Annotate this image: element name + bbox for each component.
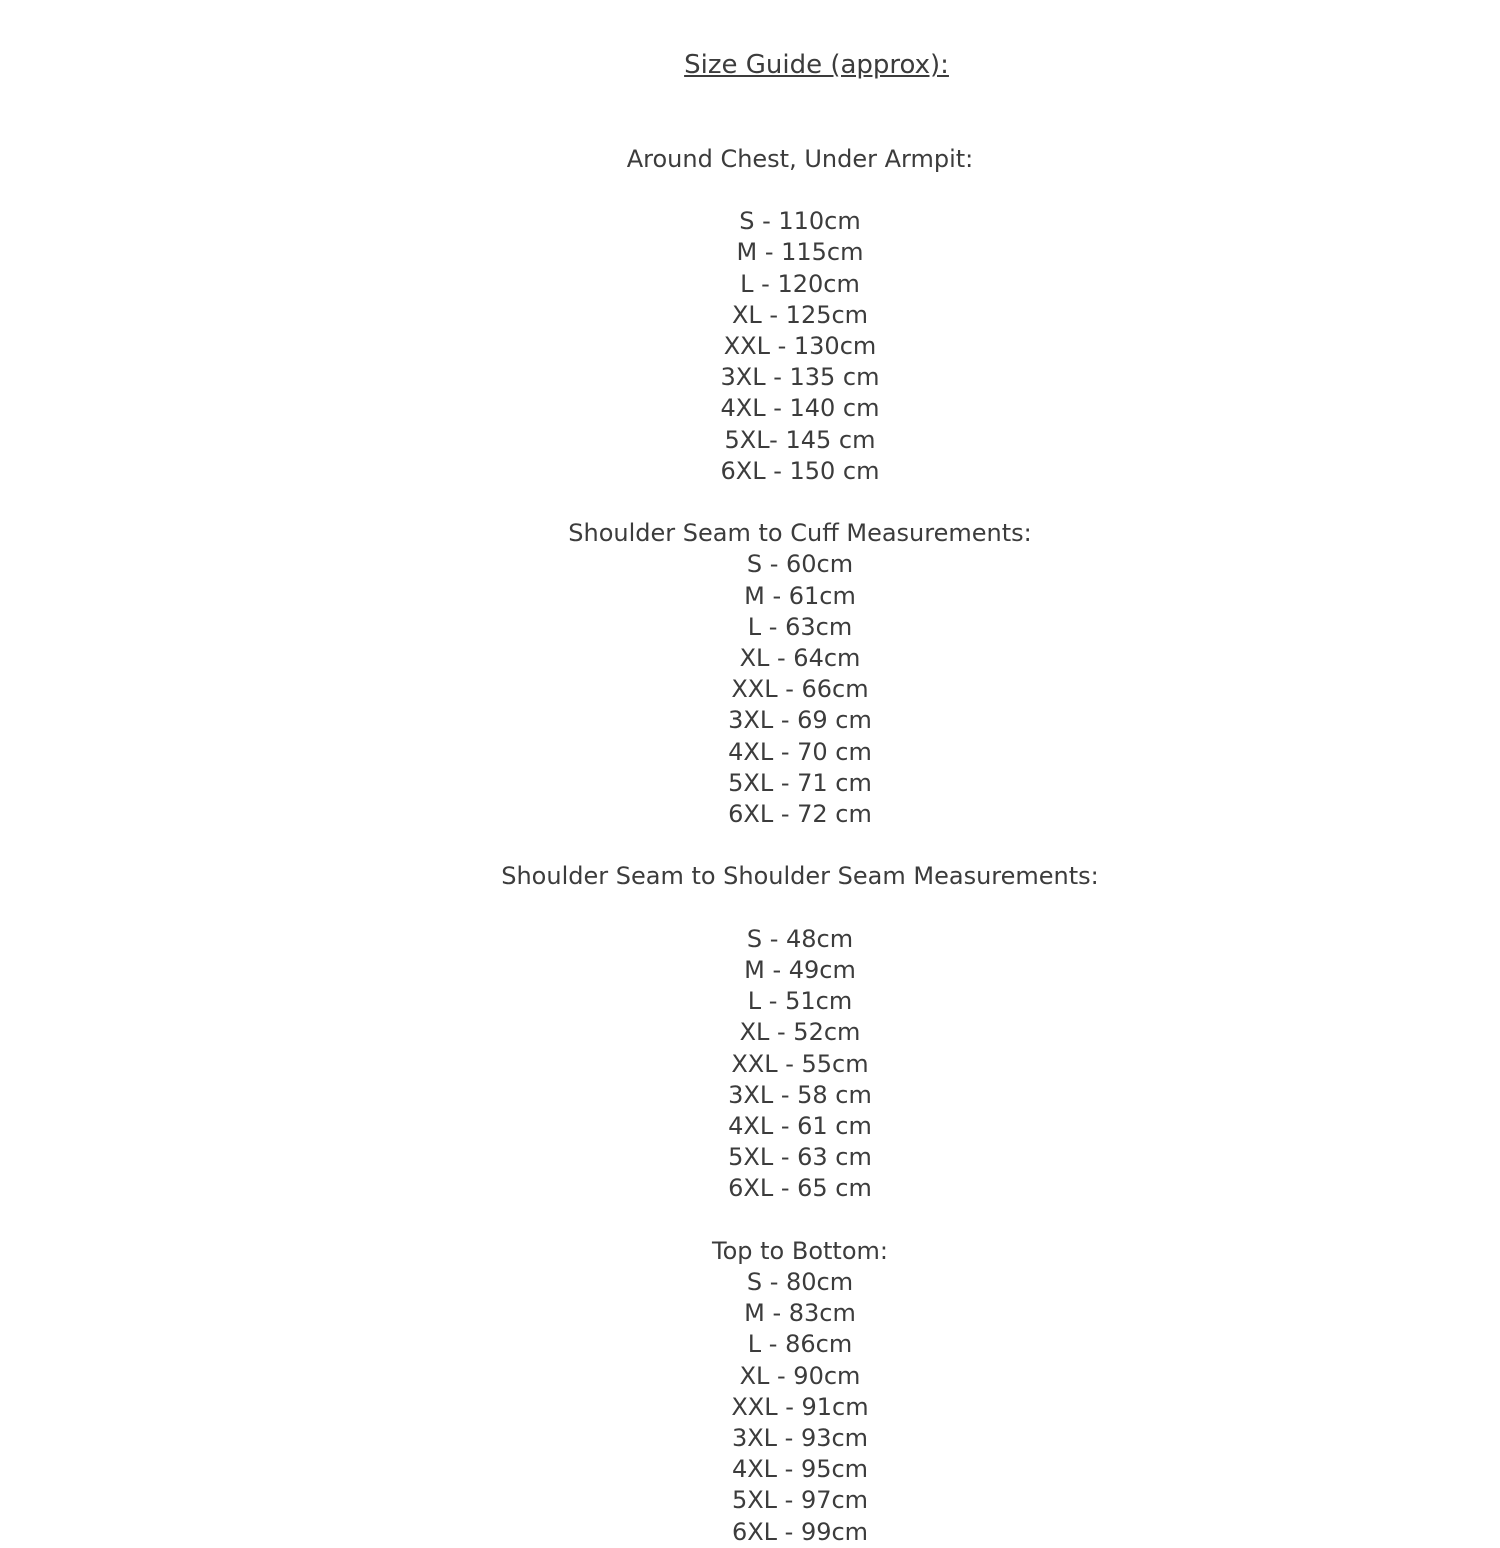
- size-line: S - 48cm: [746, 924, 854, 953]
- size-line: XL - 64cm: [739, 644, 861, 673]
- size-line: 3XL - 58 cm: [728, 1080, 872, 1109]
- section-heading: Around Chest, Under Armpit:: [626, 144, 974, 173]
- size-line: M - 61cm: [744, 581, 856, 610]
- size-line: 4XL - 140 cm: [720, 394, 880, 423]
- size-line: XXL - 55cm: [731, 1049, 869, 1078]
- size-line: XL - 52cm: [739, 1018, 861, 1047]
- size-line: 3XL - 69 cm: [728, 706, 872, 735]
- size-line: S - 110cm: [739, 207, 861, 236]
- size-line: L - 86cm: [747, 1330, 853, 1359]
- size-line: 6XL - 72 cm: [728, 800, 872, 829]
- size-line: 5XL - 63 cm: [728, 1143, 872, 1172]
- size-line: M - 83cm: [744, 1299, 856, 1328]
- size-line: 3XL - 135 cm: [720, 363, 880, 392]
- size-line: 5XL - 71 cm: [728, 768, 872, 797]
- size-line: XL - 90cm: [739, 1361, 861, 1390]
- blank-line: [100, 1205, 1500, 1236]
- size-line: L - 63cm: [747, 612, 853, 641]
- size-line: L - 51cm: [747, 987, 853, 1016]
- size-line: 5XL- 145 cm: [724, 425, 876, 454]
- size-line: 3XL - 93cm: [731, 1424, 869, 1453]
- size-line: 6XL - 150 cm: [720, 456, 880, 485]
- size-line: 5XL - 97cm: [731, 1486, 869, 1515]
- size-line: XXL - 130cm: [723, 332, 877, 360]
- size-line: S - 60cm: [746, 550, 854, 579]
- size-line: 4XL - 70 cm: [728, 737, 872, 766]
- size-line: XL - 125cm: [731, 300, 869, 329]
- size-line: 4XL - 61 cm: [728, 1112, 872, 1141]
- page-title: [100, 19, 1500, 113]
- size-line: S - 80cm: [746, 1268, 854, 1297]
- size-section: [100, 518, 1500, 861]
- page-title-text: Size Guide (approx):: [684, 50, 949, 81]
- size-section: [100, 144, 1500, 518]
- size-line: L - 120cm: [740, 269, 860, 298]
- blank-line: [100, 487, 1500, 518]
- blank-line: [100, 893, 1500, 924]
- section-heading: Shoulder Seam to Cuff Measurements:: [568, 519, 1032, 548]
- size-section: [100, 1236, 1500, 1548]
- section-heading: Shoulder Seam to Shoulder Seam Measurements:: [501, 862, 1099, 891]
- size-line: M - 115cm: [736, 238, 864, 267]
- size-line: 6XL - 99cm: [731, 1517, 869, 1546]
- size-line: 4XL - 95cm: [731, 1455, 869, 1484]
- size-line: M - 49cm: [744, 956, 856, 985]
- blank-line: [100, 175, 1500, 206]
- blank-line: [100, 113, 1500, 144]
- section-heading: Top to Bottom:: [712, 1236, 888, 1265]
- size-section: [100, 861, 1500, 1235]
- blank-line: [100, 830, 1500, 861]
- size-line: XXL - 91cm: [731, 1392, 869, 1421]
- size-line: XXL - 66cm: [731, 675, 869, 704]
- sections-container: [100, 144, 1500, 1548]
- size-line: 6XL - 65 cm: [728, 1174, 872, 1203]
